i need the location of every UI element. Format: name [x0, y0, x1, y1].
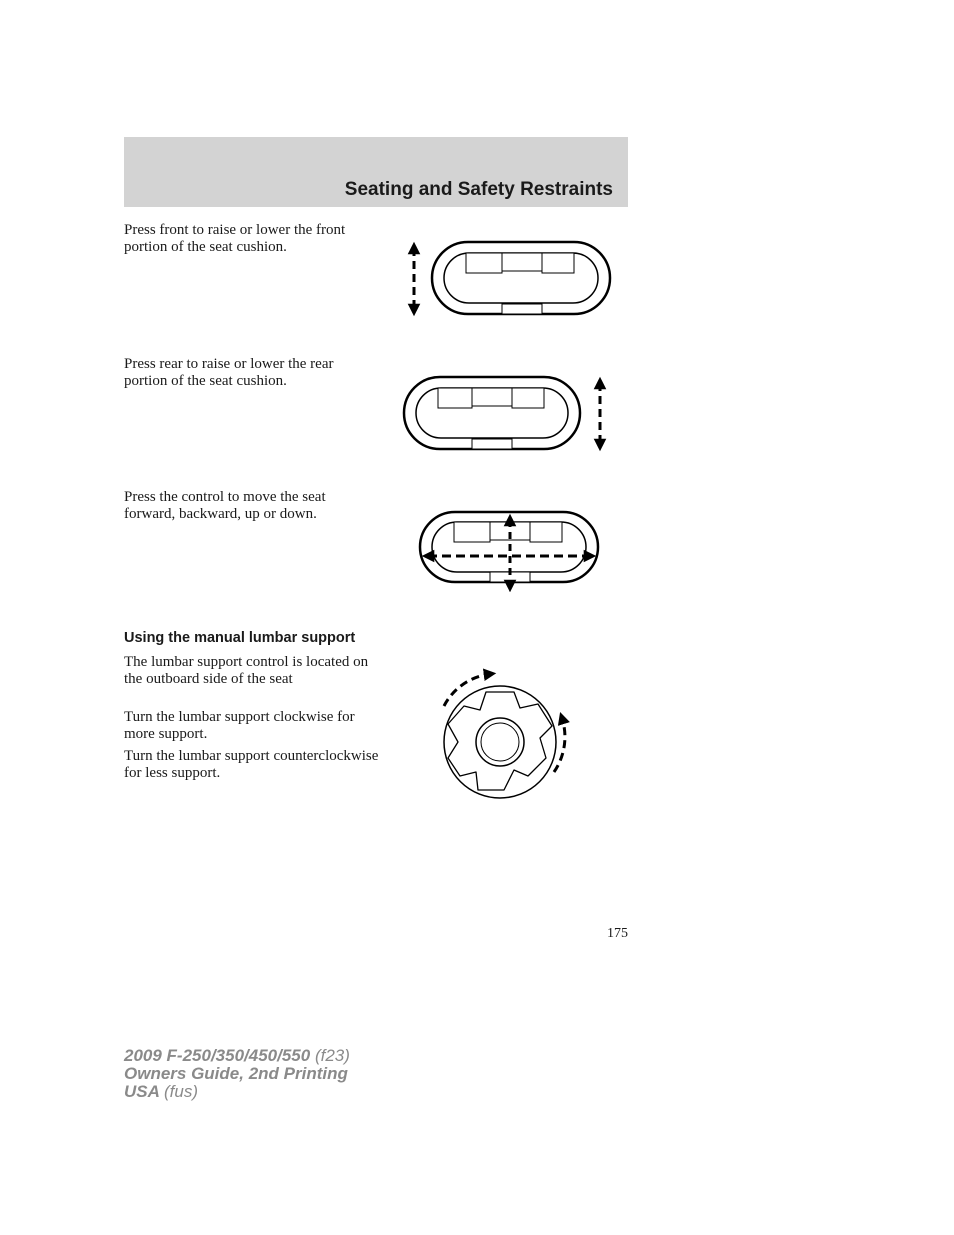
footer-model-code: (f23): [314, 1046, 350, 1065]
rear-cushion-instruction: Press rear to raise or lower the rear portion of the seat cushion.: [124, 356, 334, 389]
seat-front-tilt-switch-icon: [398, 238, 616, 320]
footer-market: USA: [124, 1082, 160, 1101]
front-cushion-instruction: Press front to raise or lower the front portion of the seat cushion.: [124, 222, 346, 255]
page-number: 175: [607, 926, 628, 941]
footer-market-code: (fus): [164, 1082, 198, 1101]
footer-line-1: [124, 1047, 350, 1065]
lumbar-paragraph-clockwise: Turn the lumbar support clockwise for more support.: [124, 709, 355, 742]
lumbar-knob-rotate-icon: [434, 662, 584, 804]
seat-four-way-switch-icon: [416, 508, 604, 592]
lumbar-paragraph-counterclockwise: Turn the lumbar support counterclockwise for less support.: [124, 748, 379, 781]
section-header-band: [124, 137, 628, 207]
document-footer: [124, 1047, 350, 1101]
lumbar-paragraph-location: The lumbar support control is located on the outboard side of the seat: [124, 654, 369, 687]
seat-rear-tilt-switch-icon: [400, 373, 615, 455]
footer-line-3: [124, 1083, 350, 1101]
move-seat-instruction: Press the control to move the seat forward, backward, up or down.: [124, 489, 326, 522]
footer-model: 2009 F-250/350/450/550: [124, 1046, 311, 1065]
lumbar-heading: Using the manual lumbar support: [124, 630, 356, 646]
section-title: Seating and Safety Restraints: [344, 179, 613, 200]
footer-line-2: Owners Guide, 2nd Printing: [124, 1064, 348, 1083]
